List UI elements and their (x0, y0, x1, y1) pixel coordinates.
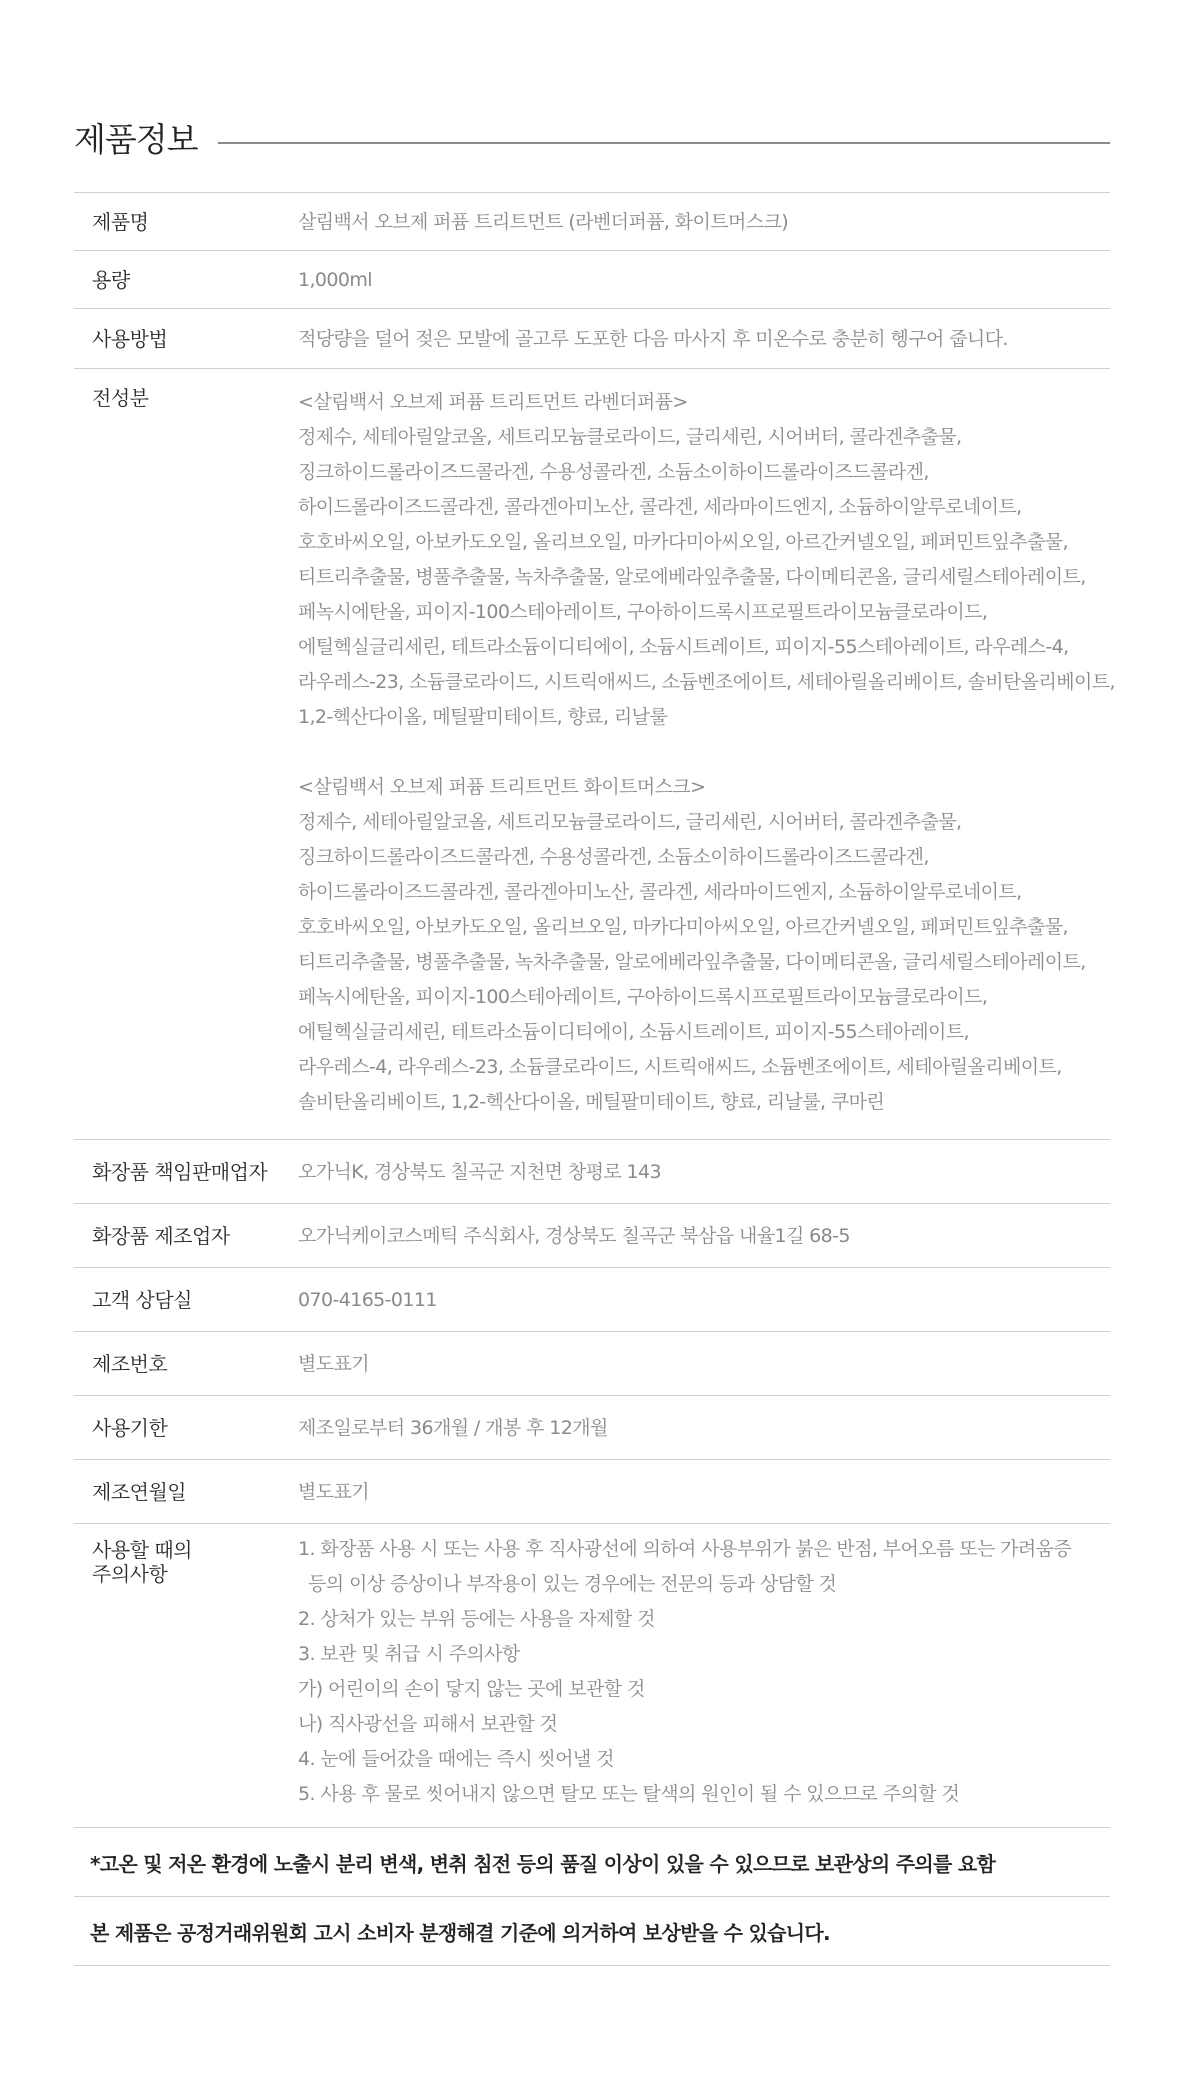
ingredient-line: 에틸헥실글리세린, 테트라소듐이디티에이, 소듐시트레이트, 피이지-55스테아레이트, (298, 1021, 969, 1043)
row-value: 살림백서 오브제 퍼퓸 트리트먼트 (라벤더퍼퓸, 화이트머스크) (298, 211, 789, 233)
row-manufacture-date (74, 1460, 1110, 1524)
ingredient-line: <살림백서 오브제 퍼퓸 트리트먼트 화이트머스크> (298, 776, 706, 798)
row-precautions (74, 1524, 1110, 1828)
row-label: 사용기한 (92, 1416, 168, 1440)
row-label: 사용방법 (92, 327, 168, 351)
precaution-line: 1. 화장품 사용 시 또는 사용 후 직사광선에 의하여 사용부위가 붉은 반점, 부어오름 또는 가려움증 (298, 1538, 1072, 1560)
title-divider (218, 142, 1110, 144)
ingredient-line: 페녹시에탄올, 피이지-100스테아레이트, 구아하이드록시프로필트라이모늄클로라이드, (298, 986, 988, 1008)
row-label-line: 주의사항 (92, 1562, 168, 1586)
product-info-table (74, 192, 1115, 1966)
row-ingredients (74, 369, 1115, 1140)
precaution-line: 3. 보관 및 취급 시 주의사항 (298, 1643, 520, 1665)
precautions-list (298, 1524, 1110, 1827)
row-label-line: 사용할 때의 (92, 1538, 192, 1562)
row-label: 제품명 (92, 210, 149, 234)
row-responsible-seller (74, 1140, 1110, 1204)
row-label: 전성분 (92, 386, 149, 410)
ingredient-spacer (298, 735, 1115, 770)
row-label (74, 1524, 298, 1827)
precaution-line: 2. 상처가 있는 부위 등에는 사용을 자제할 것 (298, 1608, 655, 1630)
ingredient-line: 징크하이드롤라이즈드콜라겐, 수용성콜라겐, 소듐소이하이드롤라이즈드콜라겐, (298, 846, 929, 868)
ingredients-list (298, 369, 1115, 1139)
ingredient-line: 티트리추출물, 병풀추출물, 녹차추출물, 알로에베라잎추출물, 다이메티콘올, 글리세릴스테아레이트, (298, 951, 1086, 973)
ingredient-line: 티트리추출물, 병풀추출물, 녹차추출물, 알로에베라잎추출물, 다이메티콘올, 글리세릴스테아레이트, (298, 566, 1086, 588)
row-value: 별도표기 (298, 1481, 370, 1503)
ingredient-line: 페녹시에탄올, 피이지-100스테아레이트, 구아하이드록시프로필트라이모늄클로라이드, (298, 601, 988, 623)
row-label: 용량 (92, 268, 130, 292)
compensation-notice: 본 제품은 공정거래위원회 고시 소비자 분쟁해결 기준에 의거하여 보상받을 수 있습니다. (74, 1897, 1110, 1966)
row-lot-number (74, 1332, 1110, 1396)
section-title: 제품정보 (74, 120, 198, 159)
ingredient-line: 호호바씨오일, 아보카도오일, 올리브오일, 마카다미아씨오일, 아르간커넬오일, 페퍼민트잎추출물, (298, 916, 1068, 938)
row-label: 고객 상담실 (92, 1288, 192, 1312)
row-value: 1,000ml (298, 269, 372, 291)
row-value: 오가닉케이코스메틱 주식회사, 경상북도 칠곡군 북삼읍 내율1길 68-5 (298, 1225, 850, 1247)
row-label: 제조번호 (92, 1352, 168, 1376)
ingredient-line: 1,2-헥산다이올, 메틸팔미테이트, 향료, 리날룰 (298, 706, 668, 728)
ingredient-line: 라우레스-4, 라우레스-23, 소듐클로라이드, 시트릭애씨드, 소듐벤조에이트, 세테아릴올리베이트, (298, 1056, 1062, 1078)
precaution-line: 5. 사용 후 물로 씻어내지 않으면 탈모 또는 탈색의 원인이 될 수 있으므로 주의할 것 (298, 1783, 960, 1805)
ingredient-line: 정제수, 세테아릴알코올, 세트리모늄클로라이드, 글리세린, 시어버터, 콜라겐추출물, (298, 811, 962, 833)
row-value: 별도표기 (298, 1353, 370, 1375)
precaution-line: 4. 눈에 들어갔을 때에는 즉시 씻어낼 것 (298, 1748, 614, 1770)
row-value: 070-4165-0111 (298, 1289, 437, 1311)
row-usage (74, 309, 1110, 369)
ingredient-line: <살림백서 오브제 퍼퓸 트리트먼트 라벤더퍼퓸> (298, 391, 688, 413)
ingredient-line: 하이드롤라이즈드콜라겐, 콜라겐아미노산, 콜라겐, 세라마이드엔지, 소듐하이알루로네이트, (298, 881, 1022, 903)
row-value: 적당량을 덜어 젖은 모발에 골고루 도포한 다음 마사지 후 미온수로 충분히 헹구어 줍니다. (298, 328, 1008, 350)
row-value: 제조일로부터 36개월 / 개봉 후 12개월 (298, 1417, 608, 1439)
precaution-line: 나) 직사광선을 피해서 보관할 것 (298, 1713, 558, 1735)
row-volume (74, 251, 1110, 309)
row-value: 오가닉K, 경상북도 칠곡군 지천면 창평로 143 (298, 1161, 662, 1183)
row-label: 제조연월일 (92, 1480, 187, 1504)
row-product-name (74, 193, 1110, 251)
ingredient-line: 호호바씨오일, 아보카도오일, 올리브오일, 마카다미아씨오일, 아르간커넬오일, 페퍼민트잎추출물, (298, 531, 1068, 553)
ingredient-line: 솔비탄올리베이트, 1,2-헥산다이올, 메틸팔미테이트, 향료, 리날룰, 쿠마린 (298, 1091, 885, 1113)
row-manufacturer (74, 1204, 1110, 1268)
precaution-line: 가) 어린이의 손이 닿지 않는 곳에 보관할 것 (298, 1678, 645, 1700)
row-label: 화장품 책임판매업자 (92, 1160, 268, 1184)
ingredient-line: 정제수, 세테아릴알코올, 세트리모늄클로라이드, 글리세린, 시어버터, 콜라겐추출물, (298, 426, 962, 448)
ingredient-line: 징크하이드롤라이즈드콜라겐, 수용성콜라겐, 소듐소이하이드롤라이즈드콜라겐, (298, 461, 929, 483)
row-customer-service (74, 1268, 1110, 1332)
section-header (74, 108, 1110, 158)
row-label: 화장품 제조업자 (92, 1224, 230, 1248)
ingredient-line: 라우레스-23, 소듐클로라이드, 시트릭애씨드, 소듐벤조에이트, 세테아릴올리베이트, 솔비탄올리베이트, (298, 671, 1115, 693)
row-expiry (74, 1396, 1110, 1460)
storage-notice: *고온 및 저온 환경에 노출시 분리 변색, 변취 침전 등의 품질 이상이 있을 수 있으므로 보관상의 주의를 요함 (74, 1828, 1110, 1897)
ingredient-line: 에틸헥실글리세린, 테트라소듐이디티에이, 소듐시트레이트, 피이지-55스테아레이트, 라우레스-4, (298, 636, 1069, 658)
ingredient-line: 하이드롤라이즈드콜라겐, 콜라겐아미노산, 콜라겐, 세라마이드엔지, 소듐하이알루로네이트, (298, 496, 1022, 518)
precaution-line: 등의 이상 증상이나 부작용이 있는 경우에는 전문의 등과 상담할 것 (308, 1573, 837, 1595)
